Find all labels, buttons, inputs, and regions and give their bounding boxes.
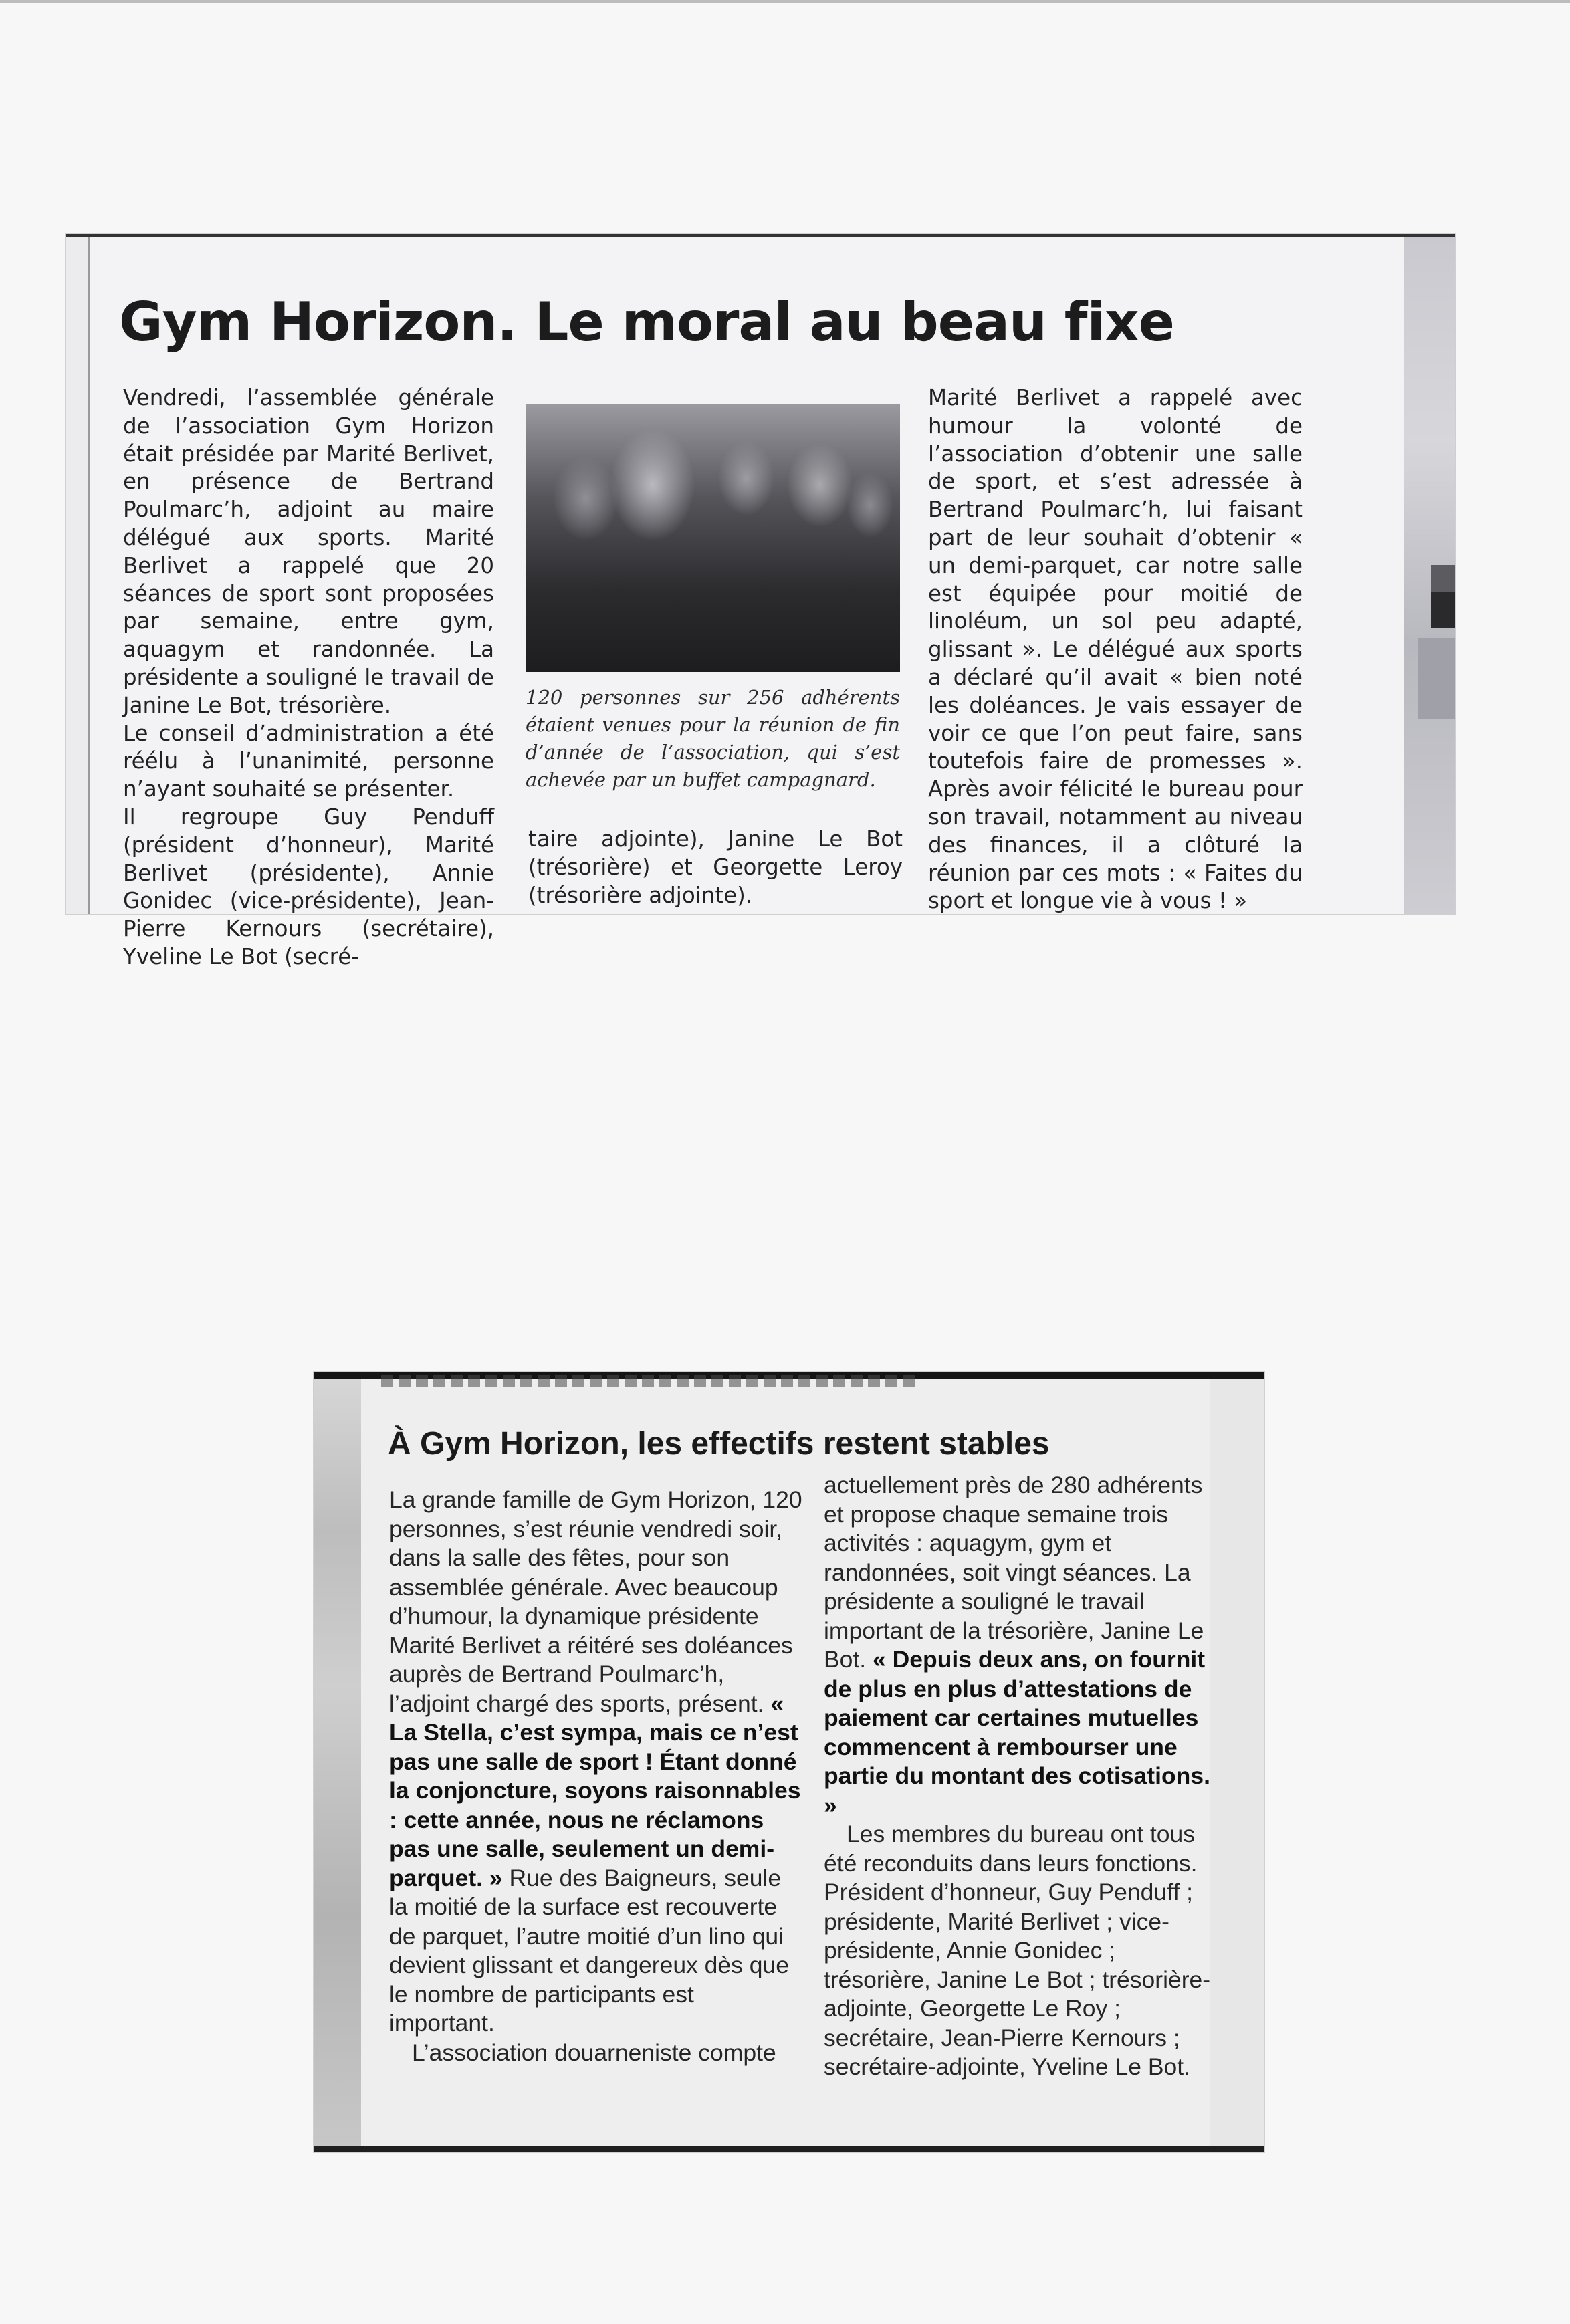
adjacent-gray-block xyxy=(1418,638,1455,719)
newspaper-clipping-2 xyxy=(314,1372,1264,2152)
article-headline: Gym Horizon. Le moral au beau fixe xyxy=(119,291,1174,353)
article-column-1 xyxy=(123,384,494,971)
paragraph xyxy=(389,1486,804,2039)
paragraph xyxy=(824,1471,1218,1820)
article-photo xyxy=(526,404,900,672)
photo-caption: 120 personnes sur 256 adhérents étaient venues pour la réunion de fin d’année de l’association, qui s’est achevée par un buffet campagnard. xyxy=(526,686,900,791)
adjacent-dark-block xyxy=(1431,592,1455,628)
cut-headline-remnant xyxy=(381,1375,916,1387)
text-run: Rue des Baigneurs, seule la moitié de la surface est recouverte de parquet, l’autre moitié d’un lino qui devient glissant et dangereux dès que le nombre de participants est important. xyxy=(389,1864,790,2037)
clipping-left-margin xyxy=(66,237,90,914)
paragraph: taire adjointe), Janine Le Bot (trésorière) et Georgette Leroy (trésorière adjointe). xyxy=(528,826,903,908)
newspaper-clipping-1 xyxy=(66,234,1455,969)
paragraph: Vendredi, l’assemblée générale de l’association Gym Horizon était présidée par Marité Berlivet, en présence de Bertrand Poulmarc’h, adjoint au maire délégué aux sports. Marité Berlivet a rappelé que 20 séances de sport sont proposées par semaine, entre gym, aquagym et randonnée. La présidente a souligné le travail de Janine Le Bot, trésorière. xyxy=(123,385,494,718)
bold-quote: « Depuis deux ans, on fournit de plus en plus d’attestations de paiement car certaines mutuelles commencent à rembourser une partie du montant des cotisations. » xyxy=(824,1646,1210,1819)
article-column-2 xyxy=(528,826,903,909)
paragraph: L’association douarneniste compte xyxy=(412,2039,776,2066)
adjacent-column-strip xyxy=(1404,237,1455,914)
article-column-3 xyxy=(928,384,1303,915)
paragraph: Marité Berlivet a rappelé avec humour la volonté de l’association d’obtenir une salle de sport, et s’est adressée à Bertrand Poulmarc’h, lui faisant part de leur souhait d’obtenir « un demi-parquet, car notre salle est équipée pour moitié de linoléum, un sol peu adapté, glissant ». Le délégué aux sports a déclaré qu’il avait « bien noté les doléances. Je vais essayer de voir ce que l’on peut faire, sans toutefois faire de promesses ». Après avoir félicité le bureau pour son travail, notamment au niveau des finances, il a clôturé la réunion par ces mots : « Faites du sport et longue vie à vous ! » xyxy=(928,385,1303,914)
paragraph: Le conseil d’administration a été réélu à l’unanimité, personne n’ayant souhaité se présenter. xyxy=(123,720,494,802)
article-column-1 xyxy=(389,1486,804,2067)
article-column-2 xyxy=(824,1471,1218,2082)
bold-quote: « La Stella, c’est sympa, mais ce n’est pas une salle de sport ! Étant donné la conjoncture, soyons raisonnables : cette année, nous ne réclamons pas une salle, seulement un demi-parquet. » xyxy=(389,1690,801,1891)
adjacent-dark-block xyxy=(1431,565,1455,592)
paragraph: Les membres du bureau ont tous été reconduits dans leurs fonctions. Président d’honneur, Guy Penduff ; présidente, Marité Berlivet ; vice-présidente, Annie Gonidec ; trésorière, Janine Le Bot ; trésorière-adjointe, Georgette Le Roy ; secrétaire, Jean-Pierre Kernours ; secrétaire-adjointe, Yveline Le Bot. xyxy=(824,1821,1211,2080)
article-headline: À Gym Horizon, les effectifs restent stables xyxy=(388,1426,1050,1462)
paragraph: Il regroupe Guy Penduff (président d’honneur), Marité Berlivet (présidente), Annie Gonidec (vice-présidente), Jean-Pierre Kernours (secrétaire), Yveline Le Bot (secré- xyxy=(123,804,494,969)
scan-top-edge xyxy=(0,0,1570,3)
adjacent-photo-strip xyxy=(314,1379,361,2146)
text-run: actuellement près de 280 adhérents et propose chaque semaine trois activités : aquagym, gym et randonnées, soit vingt séances. La présidente a souligné le travail important de la trésorière, Janine Le Bot. xyxy=(824,1472,1204,1673)
text-run: La grande famille de Gym Horizon, 120 personnes, s’est réunie vendredi soir, dans la salle des fêtes, pour son assemblée générale. Avec beaucoup d’humour, la dynamique présidente Marité Berlivet a réitéré ses doléances auprès de Bertrand Poulmarc’h, l’adjoint chargé des sports, présent. xyxy=(389,1486,802,1717)
